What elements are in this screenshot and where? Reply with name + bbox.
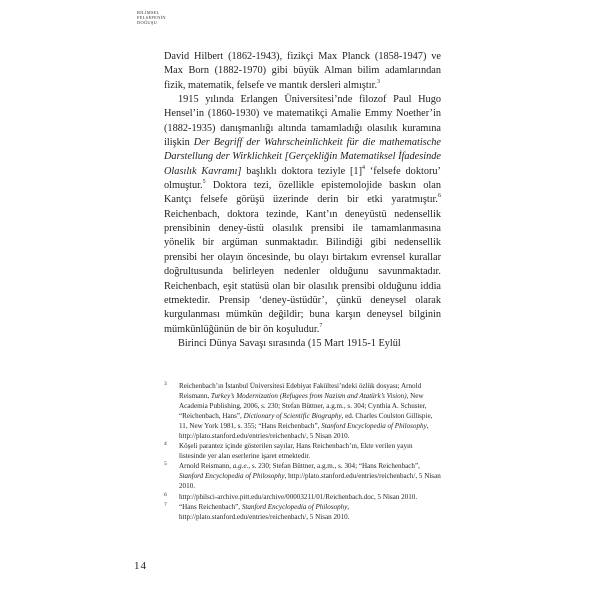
footnote-segment: http://philsci-archive.pitt.edu/archive/00003211/01/Reichenbach.doc, 5 Nisan 2010. xyxy=(179,492,418,501)
footnote-segment: Arnold Reismann, xyxy=(179,462,233,471)
footnote-ref: 7 xyxy=(319,322,323,329)
footnote-text xyxy=(179,492,441,502)
footnote-ref: 5 xyxy=(202,179,206,186)
footnote-segment: , s. 230; Stefan Büttner, a.g.m., s. 304; “Hans Reichenbach”, xyxy=(248,462,420,471)
paragraph-text: ‘felsefe doktoru’ olmuştur. xyxy=(164,165,441,192)
footnote-segment: Köşeli parantez içinde gösterilen sayılar, Hans Reichenbach’ın, Ekte verilen yayın listesinde yer alan eserlerine işaret etmektedir. xyxy=(179,442,413,461)
footnotes xyxy=(164,381,441,522)
logo-line: BİLİMSEL xyxy=(137,10,160,15)
footnote xyxy=(164,492,441,502)
paragraph-text: Doktora tezi, özellikle epistemolojide baskın olan Kantçı felsefe görüşü üzerinde derin bir etki yaratmıştır. xyxy=(164,180,441,206)
footnote-segment: , http://plato.stanford.edu/entries/reichenbach/, 5 Nisan 2010. xyxy=(179,472,441,491)
footnote-text xyxy=(179,461,441,491)
footnote-segment: “Hans Reichenbach”, xyxy=(179,502,242,511)
footnote-segment: Reichenbach’ın İstanbul Üniversitesi Edebiyat Fakültesi’ndeki özlük dosyası; Arnold Reismann, xyxy=(179,382,422,401)
footnote-italic: Stanford Encyclopedia of Philosophy xyxy=(179,472,285,481)
footnote-ref: 3 xyxy=(377,78,381,85)
footnote-segment: , http://plato.stanford.edu/entries/reichenbach/, 5 Nisan 2010. xyxy=(179,502,350,521)
footnote-segment: , New Academia Publishing, 2006, s. 230; Stefan Büttner, a.g.m., s. 304; Cynthia A. Schuster, “Reichenbach, Hans”, xyxy=(179,392,427,421)
paragraph-text: başlıklı doktora teziyle [1] xyxy=(241,165,363,177)
footnote-number: 3 xyxy=(164,381,167,387)
paragraph-1 xyxy=(164,50,441,93)
footnote-italic: Turkey’s Modernization (Refugees from Nazism and Atatürk’s Vision) xyxy=(210,392,407,401)
footnote-text xyxy=(179,381,441,441)
footnote-ref: 4 xyxy=(362,164,366,171)
paragraph-2 xyxy=(164,93,441,337)
thesis-title: Der Begriff der Wahrscheinlichkeit für die mathematische Darstellung der Wirklichkeit [Gerçekliğin Matematiksel İfadesinde Olasılık Kavramı] xyxy=(164,137,441,177)
footnote-segment: , http://plato.stanford.edu/entries/reichenbach/, 5 Nisan 2010. xyxy=(179,422,429,441)
footnote-italic: Dictionary of Scientific Biography xyxy=(243,412,342,421)
paragraph-text: Birinci Dünya Savaşı sırasında (15 Mart 1915-1 Eylül xyxy=(178,337,401,349)
series-logo xyxy=(137,10,166,26)
footnote-italic: Stanford Encyclopedia of Philosophy xyxy=(321,422,427,431)
footnote-italic: a.g.e. xyxy=(232,462,249,471)
footnote-text xyxy=(179,502,441,522)
footnote-italic: Stanford Encyclopedia of Philosophy xyxy=(241,502,348,511)
footnote xyxy=(164,381,441,441)
footnote-number: 4 xyxy=(164,441,167,448)
footnote xyxy=(164,461,441,491)
logo-line: FELSEFENİN xyxy=(137,15,166,21)
paragraph-text: 1915 yılında Erlangen Üniversitesi’nde filozof Paul Hugo Hensel’in (1860-1930) ve matematikçi Amalie Emmy Noether’in (1882-1935) danışmanlığı altında tamamladığı olasılık kuramına ilişkin xyxy=(164,94,441,149)
page-number: 14 xyxy=(134,560,147,572)
footnote-ref: 6 xyxy=(438,193,441,200)
paragraph-text: David Hilbert (1862-1943), fizikçi Max Planck (1858-1947) ve Max Born (1882-1970) gibi büyük Alman bilim adamlarından fizik, matematik, felsefe ve mantık dersleri almıştır. xyxy=(164,51,441,91)
paragraph-3 xyxy=(164,337,441,351)
main-text xyxy=(164,50,441,351)
footnote-segment: , ed. Charles Coulston Gillispie, 11, New York 1981, s. 355; “Hans Reichenbach”, xyxy=(179,412,433,431)
paragraph-text: Reichenbach, doktora tezinde, Kant’ın deneyüstü nedensellik prensibinin deney-üstü olasılık prensibi ile tamamlanmasına yönelik bir argüman sunmaktadır. Bilindiği gibi nedensellik prensibi her olayın öncesinde, bu olayı birtakım evrensel kurallar doğrultusunda belirleyen nedenler olduğunu savunmaktadır. Reichenbach, eşit statüsü olan bir olasılık prensibi olduğunu iddia etmektedir. Prensip ‘deney-üstüdür’, çünkü deneysel olarak kurgulanması mümkün değildir; buna karşın deneysel bilginin mümkünlüğünün de bir ön koşuludur. xyxy=(164,208,441,335)
footnote-text xyxy=(179,441,441,461)
footnote-number: 7 xyxy=(164,501,167,508)
footnote-number: 5 xyxy=(164,461,167,468)
logo-line: DOĞUŞU xyxy=(137,20,158,26)
footnote xyxy=(164,441,441,461)
footnote xyxy=(164,502,441,522)
footnote-number: 6 xyxy=(164,491,167,498)
